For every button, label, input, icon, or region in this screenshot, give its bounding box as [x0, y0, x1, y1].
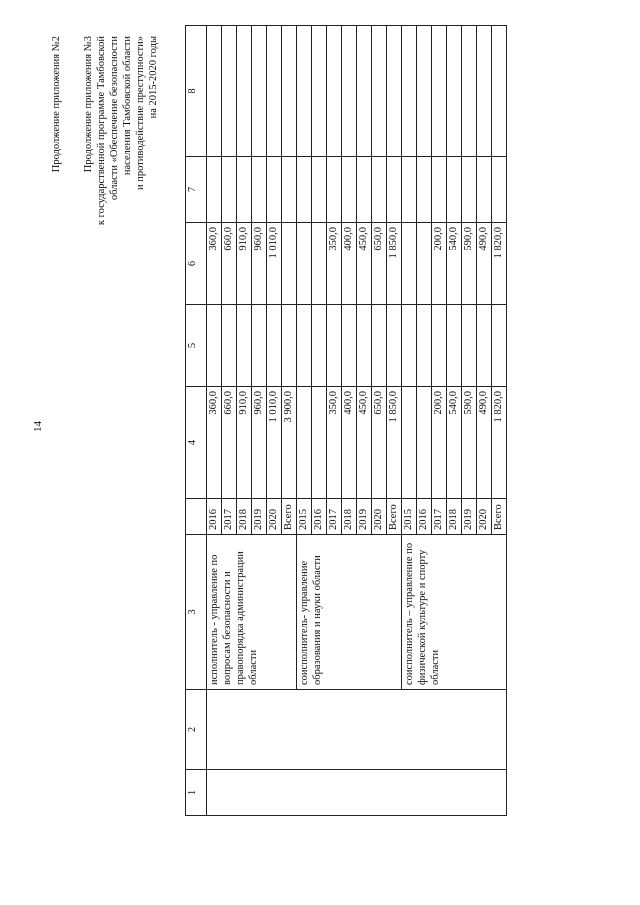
year-cell: 2018	[342, 499, 357, 535]
year-cell: 2020	[267, 499, 282, 535]
year-cell: 2017	[327, 499, 342, 535]
value-cell-col6	[297, 223, 312, 305]
value-cell-col6: 350,0	[327, 223, 342, 305]
column-header-year	[186, 499, 207, 535]
value-cell-col4: 960,0	[252, 387, 267, 499]
value-cell-col5	[342, 305, 357, 387]
value-cell-col8	[357, 26, 372, 157]
value-cell-col4: 3 900,0	[282, 387, 297, 499]
value-cell-col4: 360,0	[207, 387, 222, 499]
value-cell-col6: 450,0	[357, 223, 372, 305]
page-number: 14	[32, 421, 44, 432]
value-cell-col6: 1 820,0	[492, 223, 507, 305]
value-cell-col4: 1 820,0	[492, 387, 507, 499]
year-cell: 2017	[222, 499, 237, 535]
value-cell-col7	[282, 157, 297, 223]
value-cell-col4	[402, 387, 417, 499]
value-cell-col5	[462, 305, 477, 387]
year-cell: 2015	[297, 499, 312, 535]
role-cell: исполнитель - управление по вопросам безопасности и правопорядка администрации области	[207, 535, 297, 690]
value-cell-col7	[357, 157, 372, 223]
value-cell-col4: 200,0	[432, 387, 447, 499]
value-cell-col5	[282, 305, 297, 387]
value-cell-col8	[492, 26, 507, 157]
value-cell-col5	[387, 305, 402, 387]
year-cell: 2019	[252, 499, 267, 535]
year-cell: 2020	[477, 499, 492, 535]
value-cell-col8	[417, 26, 432, 157]
value-cell-col6: 490,0	[477, 223, 492, 305]
value-cell-col8	[282, 26, 297, 157]
value-cell-col6: 1 850,0	[387, 223, 402, 305]
value-cell-col5	[207, 305, 222, 387]
header-line-4: области «Обеспечение безопасности	[109, 36, 120, 201]
value-cell-col4: 910,0	[237, 387, 252, 499]
value-cell-col4: 490,0	[477, 387, 492, 499]
value-cell-col4: 1 010,0	[267, 387, 282, 499]
column-header-6: 6	[186, 223, 207, 305]
header-line-6: и противодействие преступности»	[135, 36, 146, 191]
value-cell-col5	[312, 305, 327, 387]
value-cell-col6: 910,0	[237, 223, 252, 305]
value-cell-col8	[237, 26, 252, 157]
value-cell-col6	[402, 223, 417, 305]
value-cell-col7	[387, 157, 402, 223]
value-cell-col8	[477, 26, 492, 157]
header-line-7: на 2015-2020 годы	[148, 36, 159, 119]
value-cell-col8	[447, 26, 462, 157]
value-cell-col7	[372, 157, 387, 223]
year-cell: 2019	[462, 499, 477, 535]
column-header-5: 5	[186, 305, 207, 387]
year-cell: Всего	[282, 499, 297, 535]
value-cell-col7	[252, 157, 267, 223]
value-cell-col7	[222, 157, 237, 223]
value-cell-col6	[282, 223, 297, 305]
value-cell-col8	[342, 26, 357, 157]
value-cell-col8	[402, 26, 417, 157]
year-cell: 2016	[417, 499, 432, 535]
role-cell: соисполнитель- управление образования и науки области	[297, 535, 402, 690]
value-cell-col7	[492, 157, 507, 223]
column-header-7: 7	[186, 157, 207, 223]
value-cell-col7	[312, 157, 327, 223]
value-cell-col6: 650,0	[372, 223, 387, 305]
value-cell-col6: 660,0	[222, 223, 237, 305]
column-header-1: 1	[186, 770, 207, 816]
value-cell-col6: 360,0	[207, 223, 222, 305]
value-cell-col5	[297, 305, 312, 387]
value-cell-col8	[387, 26, 402, 157]
value-cell-col6	[417, 223, 432, 305]
column-header-4: 4	[186, 387, 207, 499]
value-cell-col6: 960,0	[252, 223, 267, 305]
value-cell-col6	[312, 223, 327, 305]
value-cell-col4: 660,0	[222, 387, 237, 499]
value-cell-col8	[462, 26, 477, 157]
value-cell-col8	[267, 26, 282, 157]
value-cell-col5	[327, 305, 342, 387]
column-number-row	[186, 26, 207, 816]
value-cell-col7	[237, 157, 252, 223]
table-row	[207, 26, 222, 816]
value-cell-col7	[327, 157, 342, 223]
year-cell: 2018	[237, 499, 252, 535]
value-cell-col8	[312, 26, 327, 157]
value-cell-col5	[432, 305, 447, 387]
value-cell-col8	[372, 26, 387, 157]
header-line-1: Продолжение приложения №2	[51, 36, 62, 173]
column-header-8: 8	[186, 26, 207, 157]
header-line-5: населения Тамбовской области	[122, 36, 133, 176]
value-cell-col5	[447, 305, 462, 387]
cell-col-1	[207, 770, 507, 816]
value-cell-col5	[372, 305, 387, 387]
value-cell-col4: 450,0	[357, 387, 372, 499]
value-cell-col8	[252, 26, 267, 157]
value-cell-col8	[222, 26, 237, 157]
value-cell-col4: 350,0	[327, 387, 342, 499]
value-cell-col4	[297, 387, 312, 499]
value-cell-col5	[402, 305, 417, 387]
budget-table-container	[185, 26, 615, 816]
year-cell: 2017	[432, 499, 447, 535]
value-cell-col7	[447, 157, 462, 223]
value-cell-col6: 1 010,0	[267, 223, 282, 305]
value-cell-col4: 540,0	[447, 387, 462, 499]
value-cell-col7	[432, 157, 447, 223]
value-cell-col8	[432, 26, 447, 157]
year-cell: 2016	[312, 499, 327, 535]
value-cell-col5	[237, 305, 252, 387]
value-cell-col6: 540,0	[447, 223, 462, 305]
value-cell-col7	[462, 157, 477, 223]
year-cell: 2015	[402, 499, 417, 535]
value-cell-col7	[207, 157, 222, 223]
value-cell-col7	[342, 157, 357, 223]
value-cell-col8	[207, 26, 222, 157]
year-cell: 2016	[207, 499, 222, 535]
year-cell: 2019	[357, 499, 372, 535]
value-cell-col4: 590,0	[462, 387, 477, 499]
value-cell-col4: 1 850,0	[387, 387, 402, 499]
column-header-2: 2	[186, 690, 207, 770]
year-cell: 2020	[372, 499, 387, 535]
value-cell-col4	[417, 387, 432, 499]
value-cell-col5	[252, 305, 267, 387]
value-cell-col7	[297, 157, 312, 223]
header-line-3: к государственной программе Тамбовской	[96, 36, 107, 226]
value-cell-col5	[357, 305, 372, 387]
year-cell: 2018	[447, 499, 462, 535]
cell-col-2	[207, 690, 507, 770]
value-cell-col5	[492, 305, 507, 387]
value-cell-col5	[222, 305, 237, 387]
value-cell-col6: 200,0	[432, 223, 447, 305]
value-cell-col4: 400,0	[342, 387, 357, 499]
value-cell-col5	[477, 305, 492, 387]
value-cell-col5	[417, 305, 432, 387]
role-cell: соисполнитель – управление по физической культуре и спорту области	[402, 535, 507, 690]
value-cell-col7	[417, 157, 432, 223]
value-cell-col7	[402, 157, 417, 223]
value-cell-col4: 650,0	[372, 387, 387, 499]
budget-table	[185, 25, 507, 816]
column-header-3: 3	[186, 535, 207, 690]
value-cell-col5	[267, 305, 282, 387]
value-cell-col7	[477, 157, 492, 223]
value-cell-col4	[312, 387, 327, 499]
value-cell-col8	[327, 26, 342, 157]
value-cell-col6: 590,0	[462, 223, 477, 305]
header-line-2: Продолжение приложения №3	[83, 36, 94, 173]
value-cell-col6: 400,0	[342, 223, 357, 305]
year-cell: Всего	[492, 499, 507, 535]
value-cell-col7	[267, 157, 282, 223]
value-cell-col8	[297, 26, 312, 157]
year-cell: Всего	[387, 499, 402, 535]
